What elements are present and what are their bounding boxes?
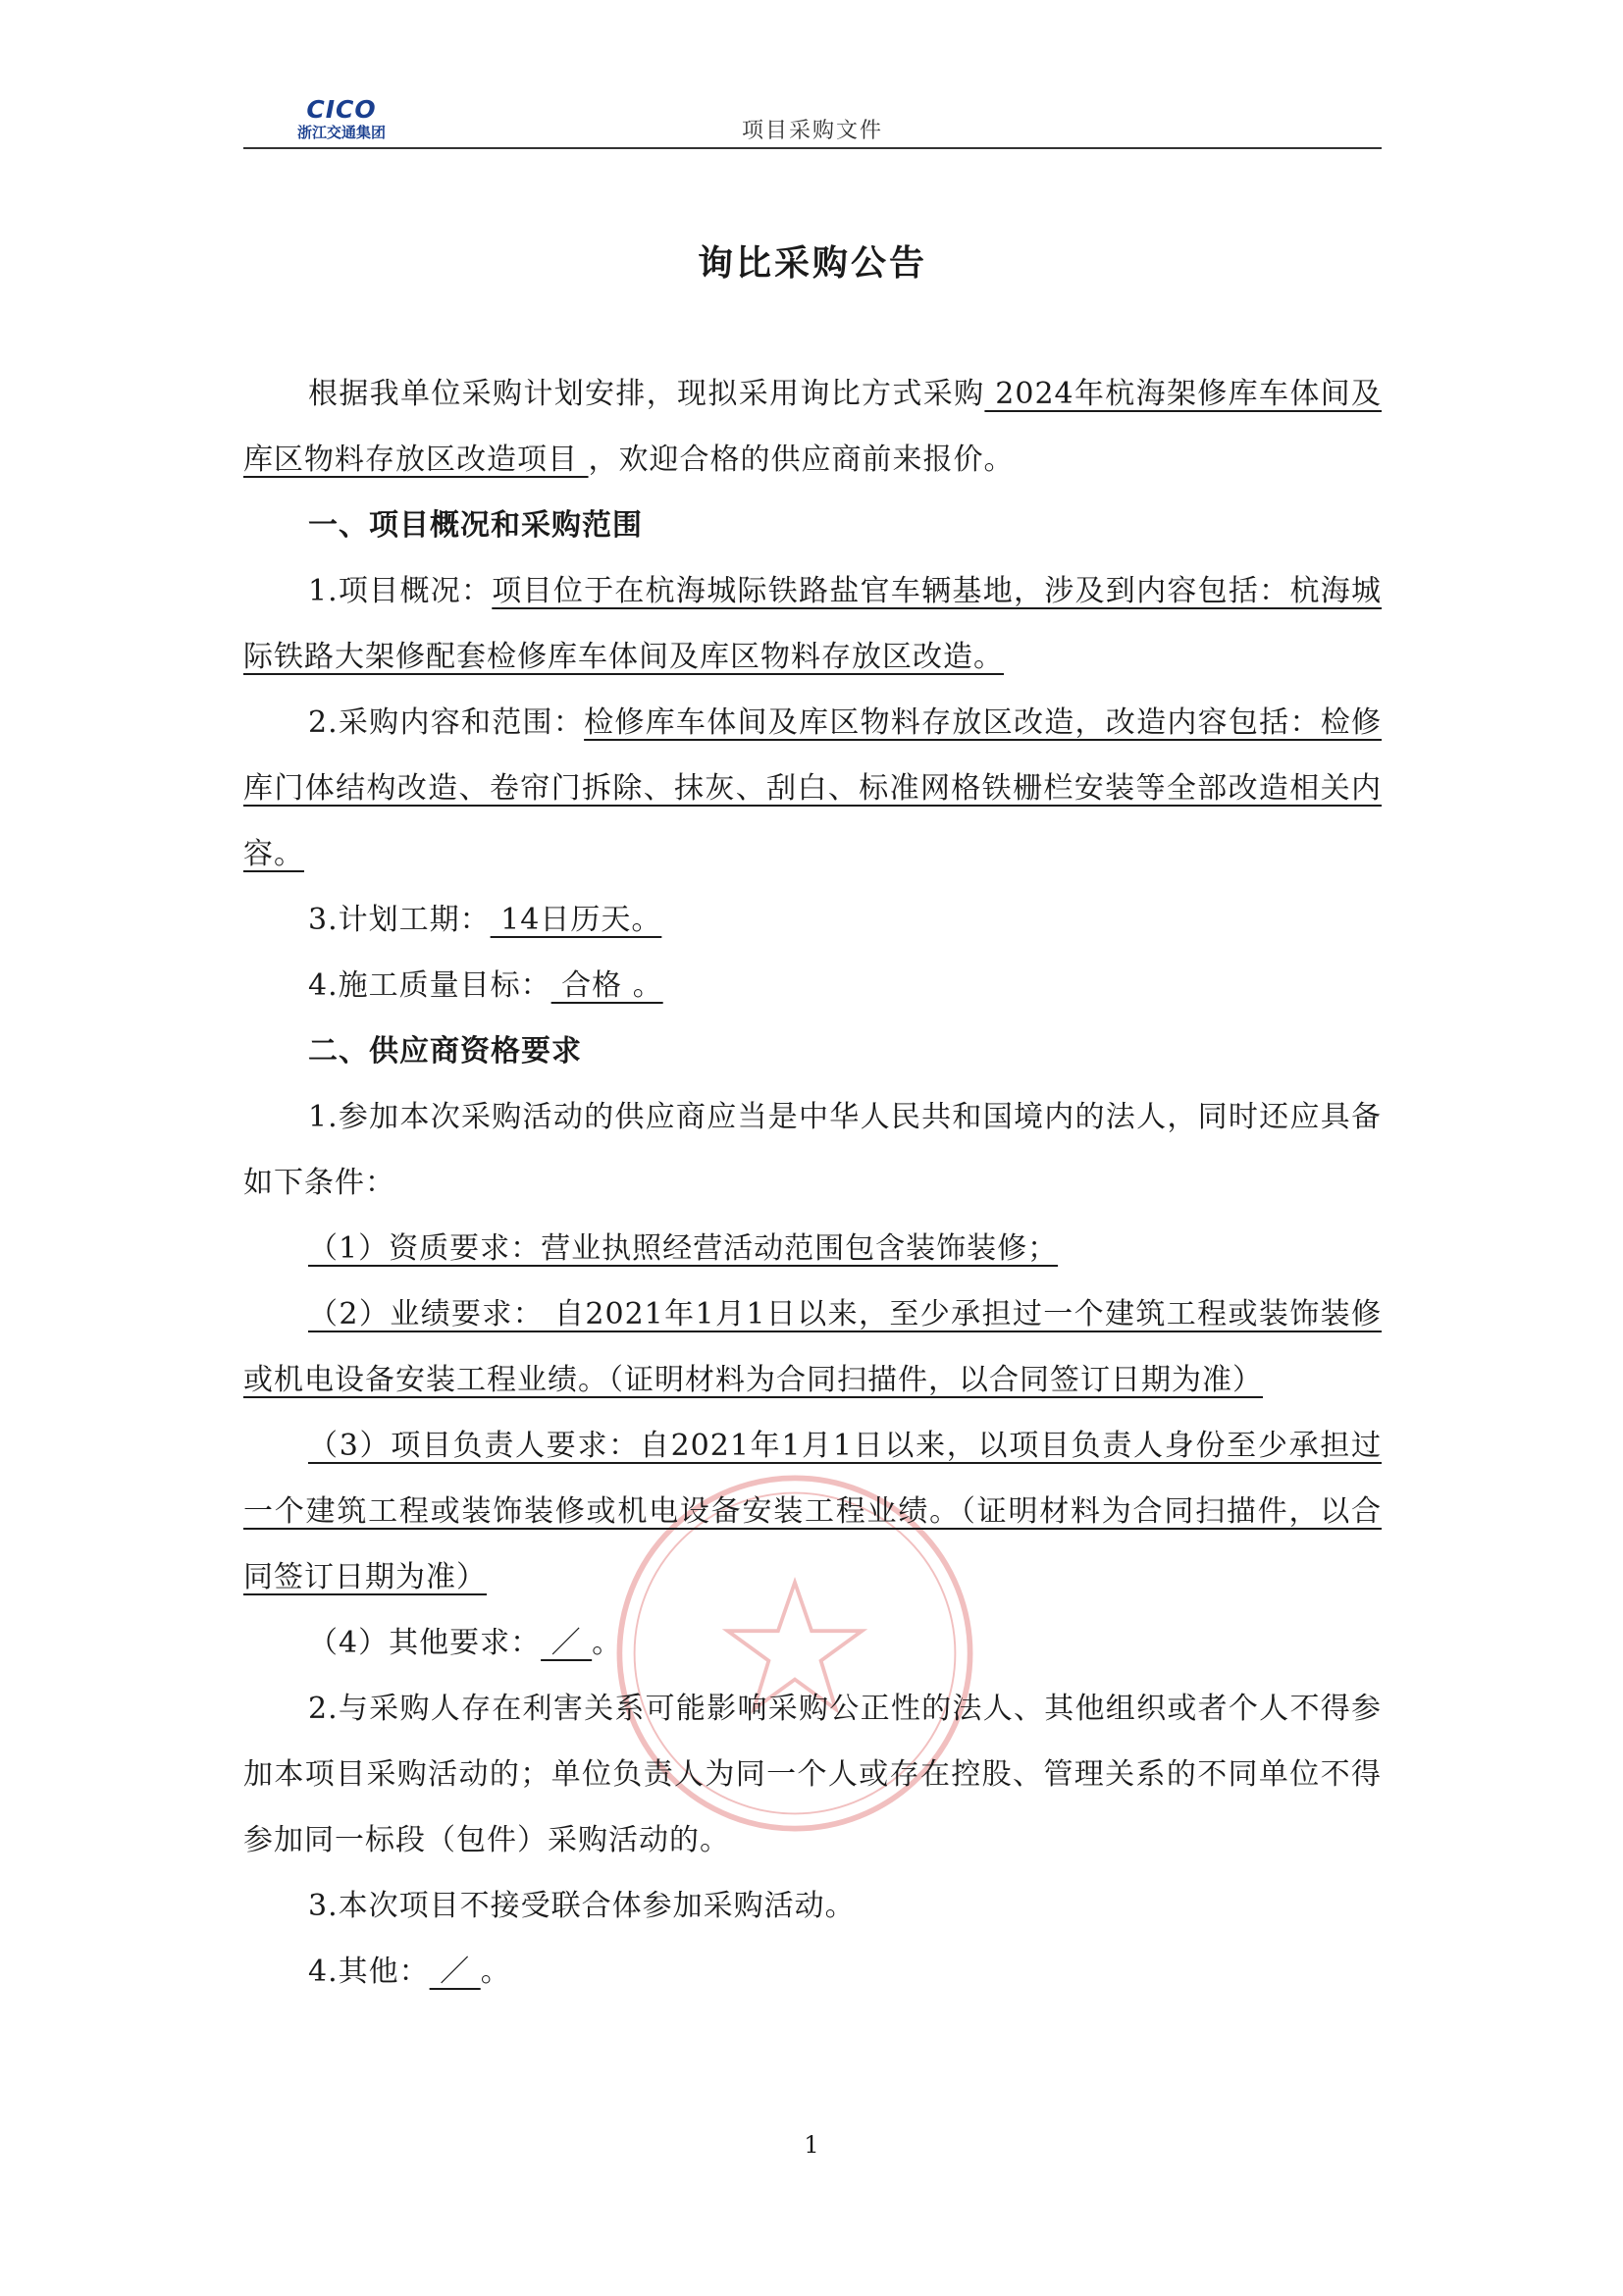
header-divider bbox=[243, 147, 1382, 149]
qualification-performance: （2）业绩要求： 自2021年1月1日以来，至少承担过一个建筑工程或装饰装修或机电设备安装工程业绩。（证明材料为合同扫描件，以合同签订日期为准） bbox=[243, 1297, 1382, 1397]
procurement-scope: 2.采购内容和范围：检修库车体间及库区物料存放区改造，改造内容包括：检修库门体结构改造、卷帘门拆除、抹灰、刮白、标准网格铁栅栏安装等全部改造相关内容。 bbox=[243, 705, 1383, 871]
planned-period: 3.计划工期： 14日历天。 bbox=[308, 903, 662, 937]
procurement-scope-value: 检修库车体间及库区物料存放区改造，改造内容包括：检修库门体结构改造、卷帘门拆除、抹灰、刮白、标准网格铁栅栏安装等全部改造相关内容。 bbox=[243, 705, 1383, 871]
other-requirements: 4.其他： ／ 。 bbox=[308, 1955, 511, 1989]
project-overview-value: 项目位于在杭海城际铁路盐官车辆基地，涉及到内容包括：杭海城际铁路大架修配套检修库车体间及库区物料存放区改造。 bbox=[243, 574, 1383, 674]
section-heading-qualification: 二、供应商资格要求 bbox=[308, 1034, 582, 1069]
page-title: 询比采购公告 bbox=[697, 242, 927, 284]
section-heading-overview: 一、项目概况和采购范围 bbox=[308, 508, 643, 543]
page-header bbox=[243, 90, 1382, 149]
logo-text: CICO bbox=[306, 95, 377, 124]
project-overview: 1.项目概况：项目位于在杭海城际铁路盐官车辆基地，涉及到内容包括：杭海城际铁路大架修配套检修库车体间及库区物料存放区改造。 bbox=[243, 574, 1383, 674]
qualification-license: （1）资质要求：营业执照经营活动范围包含装饰装修； bbox=[308, 1231, 1059, 1266]
logo-subtext: 浙江交通集团 bbox=[296, 124, 386, 141]
intro-paragraph: 根据我单位采购计划安排，现拟采用询比方式采购 2024年杭海架修库车体间及库区物料存放区改造项目 ，欢迎合格的供应商前来报价。 bbox=[243, 377, 1382, 477]
page-number: 1 bbox=[804, 2131, 819, 2159]
quality-target: 4.施工质量目标： 合格 。 bbox=[308, 968, 663, 1003]
quality-target-value: 合格 。 bbox=[550, 968, 663, 1003]
qualification-project-lead: （3）项目负责人要求：自2021年1月1日以来，以项目负责人身份至少承担过一个建筑工程或装饰装修或机电设备安装工程业绩。（证明材料为合同扫描件，以合同签订日期为准） bbox=[243, 1429, 1382, 1594]
planned-period-value: 14日历天。 bbox=[490, 903, 662, 937]
no-consortium: 3.本次项目不接受联合体参加采购活动。 bbox=[308, 1889, 856, 1923]
qualification-general: 1.参加本次采购活动的供应商应当是中华人民共和国境内的法人，同时还应具备如下条件： bbox=[243, 1100, 1382, 1200]
project-name: 2024年杭海架修库车体间及库区物料存放区改造项目 bbox=[243, 377, 1382, 477]
header-doc-type: 项目采购文件 bbox=[741, 119, 883, 143]
conflict-of-interest: 2.与采购人存在利害关系可能影响采购公正性的法人、其他组织或者个人不得参加本项目采购活动的；单位负责人为同一个人或存在控股、管理关系的不同单位不得参加同一标段（包件）采购活动的。 bbox=[243, 1692, 1382, 1857]
document-body bbox=[243, 361, 1382, 2005]
qualification-other: （4）其他要求： ／ 。 bbox=[308, 1626, 623, 1660]
